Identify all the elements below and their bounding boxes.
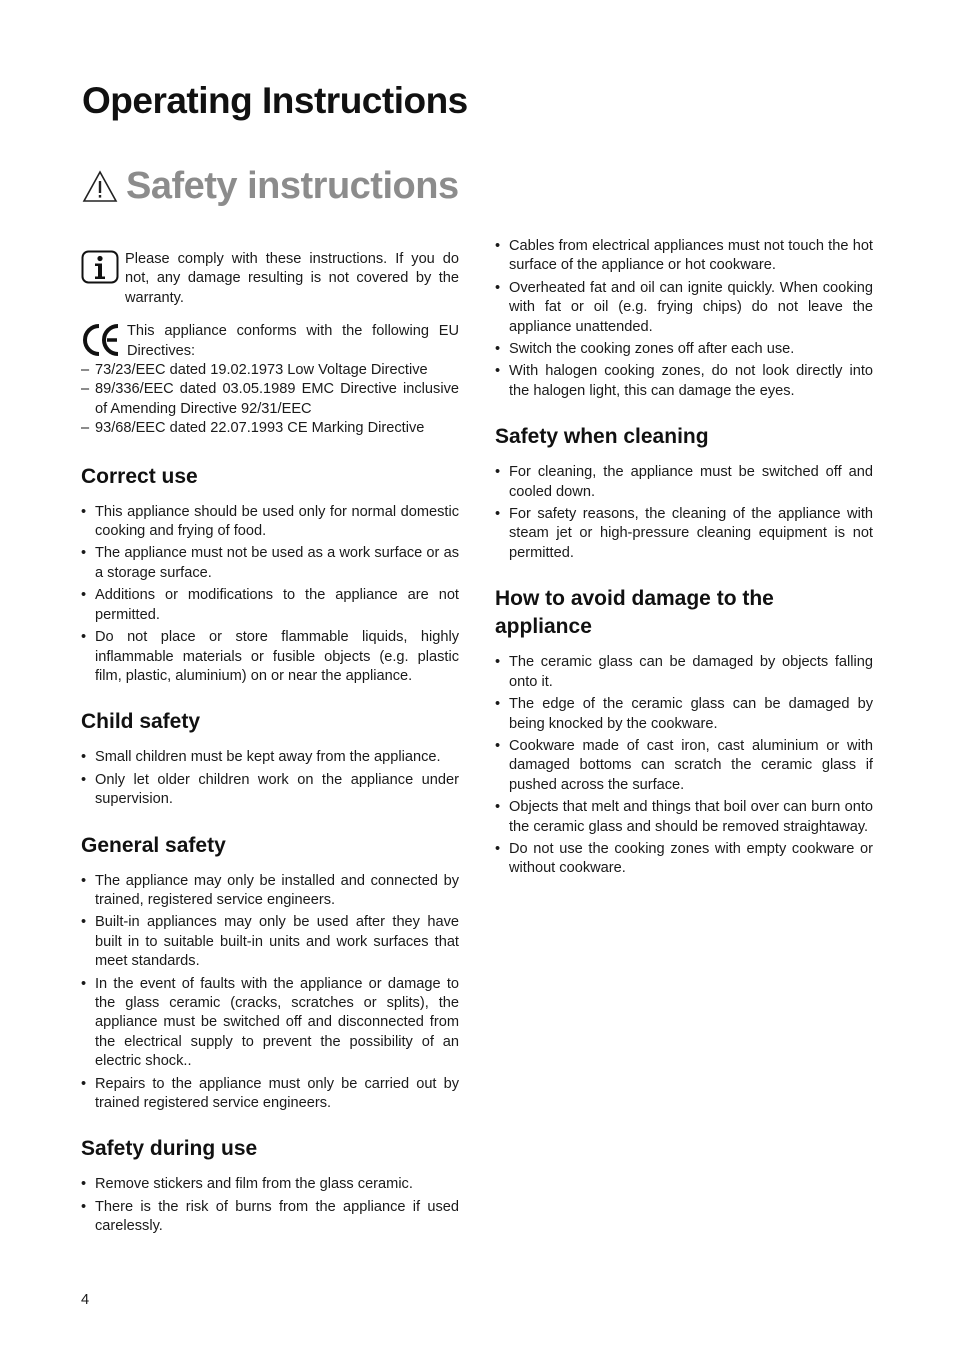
list-item: • For cleaning, the appliance must be switched off and cooled down.: [495, 463, 873, 502]
list-item: • Switch the cooking zones off after each use.: [495, 340, 873, 359]
info-icon: [81, 250, 119, 284]
list-item: • For safety reasons, the cleaning of the appliance with steam jet or high-pressure cleaning equipment is not permitted.: [495, 505, 873, 563]
list-item: • The edge of the ceramic glass can be damaged by being knocked by the cookware.: [495, 695, 873, 734]
safety-during-use-list-part2: [495, 237, 873, 401]
general-safety-list: [81, 872, 459, 1114]
list-item: • In the event of faults with the appliance or damage to the glass ceramic (cracks, scratches or splits), the appliance must be switched off and disconnected from the electrical supply to prevent the possibility of an electric shock..: [81, 975, 459, 1072]
left-column: [81, 237, 459, 1240]
directive-list: [81, 361, 459, 439]
list-item: • Small children must be kept away from the appliance.: [81, 748, 459, 767]
list-item: • Do not place or store flammable liquids, highly inflammable materials or fusible objects (e.g. plastic film, plastic, aluminium) on or near the appliance.: [81, 628, 459, 686]
warranty-note: [81, 250, 459, 308]
list-item: • With halogen cooking zones, do not look directly into the halogen light, this can damage the eyes.: [495, 362, 873, 401]
safety-during-use-list-part1: [81, 1175, 459, 1236]
right-column: [495, 237, 873, 882]
list-item: • Repairs to the appliance must only be carried out by trained registered service engineers.: [81, 1075, 459, 1114]
safety-title-text: Safety instructions: [126, 165, 459, 207]
safety-when-cleaning-list: [495, 463, 873, 563]
directive-item: – 93/68/EEC dated 22.07.1993 CE Marking Directive: [81, 419, 459, 438]
warning-triangle-icon: [82, 170, 118, 203]
warranty-note-text: Please comply with these instructions. If you do not, any damage resulting is not covered by the warranty.: [125, 251, 459, 306]
list-item: • The ceramic glass can be damaged by objects falling onto it.: [495, 653, 873, 692]
list-item: • This appliance should be used only for normal domestic cooking and frying of food.: [81, 503, 459, 542]
list-item: • Remove stickers and film from the glass ceramic.: [81, 1175, 459, 1194]
page-title: Operating Instructions: [82, 80, 468, 121]
list-item: • Additions or modifications to the appliance are not permitted.: [81, 586, 459, 625]
list-item: • Cookware made of cast iron, cast aluminium or with damaged bottoms can scratch the ceramic glass if pushed across the surface.: [495, 737, 873, 795]
list-item: • Built-in appliances may only be used after they have built in to suitable built-in units and work surfaces that meet standards.: [81, 913, 459, 971]
list-item: • Cables from electrical appliances must not touch the hot surface of the appliance or hot cookware.: [495, 237, 873, 276]
ce-mark-icon: [81, 322, 121, 358]
list-item: • Objects that melt and things that boil over can burn onto the ceramic glass and should be removed straightaway.: [495, 798, 873, 837]
safety-during-use-heading: Safety during use: [81, 1137, 258, 1161]
list-item: • Overheated fat and oil can ignite quickly. When cooking with fat or oil (e.g. frying chips) do not leave the appliance unattended.: [495, 279, 873, 337]
safety-instructions-title: [82, 165, 459, 208]
avoid-damage-list: [495, 653, 873, 878]
correct-use-list: [81, 503, 459, 687]
list-item: • The appliance must not be used as a work surface or as a storage surface.: [81, 544, 459, 583]
ce-note: [81, 322, 459, 361]
page-number: 4: [81, 1292, 90, 1308]
child-safety-list: [81, 748, 459, 809]
ce-note-intro: This appliance conforms with the following EU Directives:: [127, 323, 459, 359]
list-item: • Do not use the cooking zones with empty cookware or without cookware.: [495, 840, 873, 879]
list-item: • Only let older children work on the appliance under supervision.: [81, 771, 459, 810]
directive-item: – 73/23/EEC dated 19.02.1973 Low Voltage Directive: [81, 361, 459, 380]
list-item: • There is the risk of burns from the appliance if used carelessly.: [81, 1198, 459, 1237]
avoid-damage-heading: How to avoid damage to the appliance: [495, 587, 774, 639]
general-safety-heading: General safety: [81, 833, 226, 857]
directive-item: – 89/336/EEC dated 03.05.1989 EMC Directive inclusive of Amending Directive 92/31/EEC: [81, 380, 459, 419]
correct-use-heading: Correct use: [81, 464, 198, 488]
safety-when-cleaning-heading: Safety when cleaning: [495, 425, 709, 449]
list-item: • The appliance may only be installed and connected by trained, registered service engineers.: [81, 872, 459, 911]
child-safety-heading: Child safety: [81, 710, 201, 734]
